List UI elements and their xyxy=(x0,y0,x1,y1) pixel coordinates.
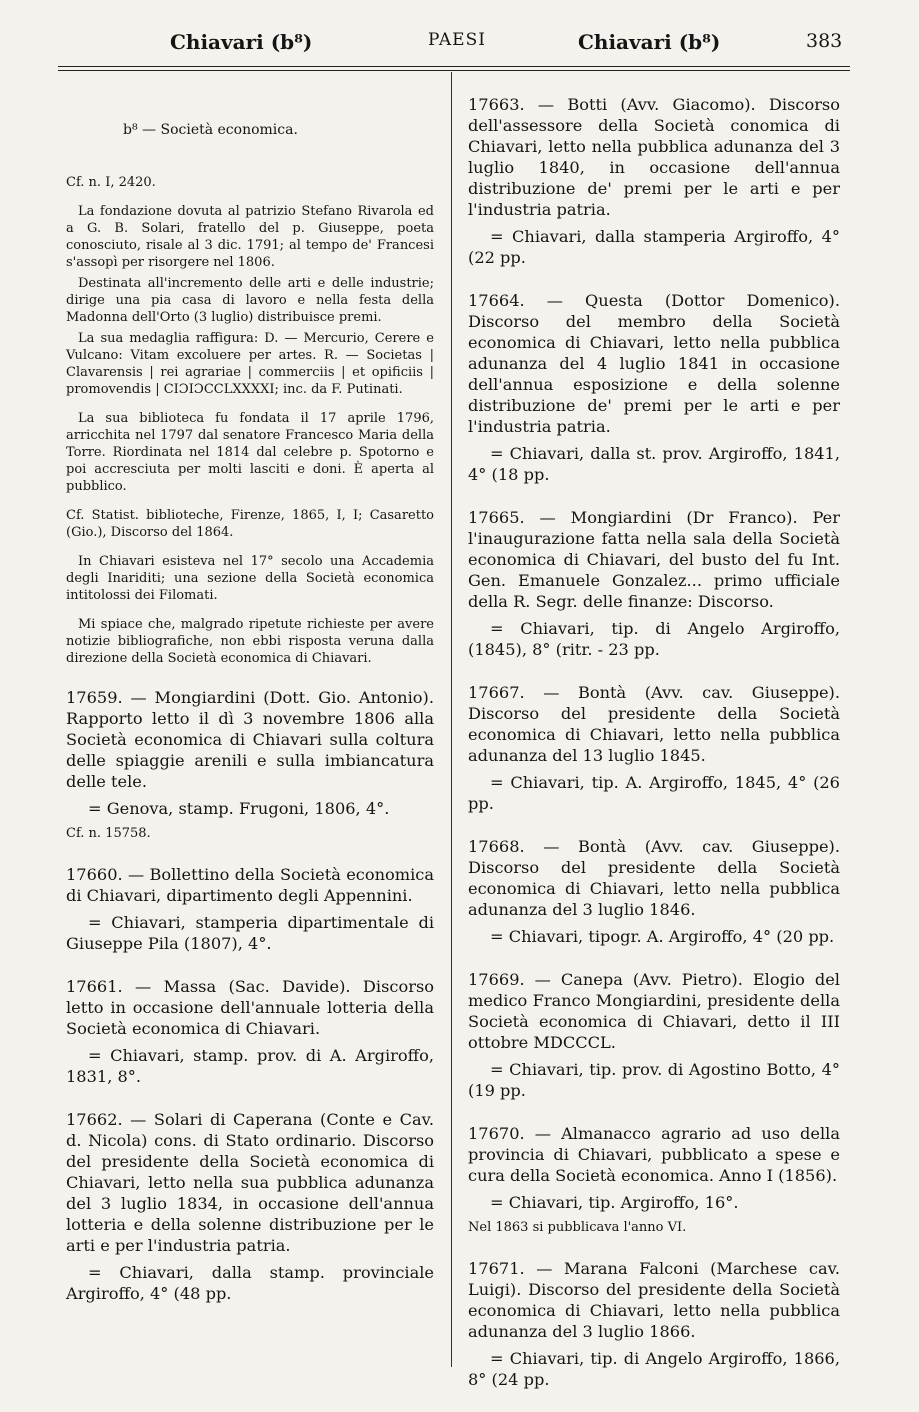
page-number: 383 xyxy=(806,30,843,52)
intro-paragraph: La sua medaglia raffigura: D. — Mercurio, Cerere e Vulcano: Vitam excoluere per artes. R. — Societas | Clavarensis | rei agrariae | commerciis | et opificiis | promovendis | CIƆIƆCCLXXXXI; inc. da F. Putinati. xyxy=(66,331,434,397)
entry-text: 17669. — Canepa (Avv. Pietro). Elogio del medico Franco Mongiardini, presidente della Società economica di Chiavari, detto il III ottobre MDCCCL. xyxy=(468,970,840,1052)
entry-imprint: = Chiavari, tip. Argiroffo, 16°. xyxy=(490,1193,739,1212)
catalog-entry xyxy=(468,507,840,660)
entry-note: Nel 1863 si pubblicava l'anno VI. xyxy=(468,1220,687,1235)
catalog-entry xyxy=(468,682,840,814)
catalog-entry xyxy=(468,94,840,268)
running-header xyxy=(0,30,919,64)
intro-paragraph: In Chiavari esisteva nel 17° secolo una Accademia degli Inariditi; una sezione della Società economica intitolossi dei Filomati. xyxy=(66,554,434,603)
entry-imprint: = Chiavari, stamp. prov. di A. Argiroffo, 1831, 8°. xyxy=(66,1046,434,1086)
intro-paragraph: La sua biblioteca fu fondata il 17 aprile 1796, arricchita nel 1797 dal senatore Francesco Maria della Torre. Riordinata nel 1814 dal celebre p. Spotorno e poi accresciuta per molti lasciti e doni. È aperta al pubblico. xyxy=(66,411,434,494)
catalog-entry xyxy=(468,969,840,1101)
entry-imprint: = Genova, stamp. Frugoni, 1806, 4°. xyxy=(88,799,390,818)
entry-imprint: = Chiavari, tip. A. Argiroffo, 1845, 4° (26 pp. xyxy=(468,773,840,813)
header-section: PAESI xyxy=(428,30,486,50)
catalog-entry xyxy=(468,290,840,485)
entry-imprint: = Chiavari, dalla stamperia Argiroffo, 4° (22 pp. xyxy=(468,227,840,267)
catalog-entry xyxy=(66,687,434,842)
entry-text: 17671. — Marana Falconi (Marchese cav. Luigi). Discorso del presidente della Società economica di Chiavari, letto nella pubblica adunanza del 3 luglio 1866. xyxy=(468,1259,840,1341)
intro-ref: Cf. n. I, 2420. xyxy=(66,175,156,190)
catalog-entry xyxy=(66,1109,434,1304)
entry-text: 17663. — Botti (Avv. Giacomo). Discorso dell'assessore della Società conomica di Chiavari, letto nella pubblica adunanza del 3 luglio 1840, in occasione dell'annua distribuzione de' premi per le arti e per l'industria patria. xyxy=(468,95,840,219)
catalog-entry xyxy=(66,864,434,954)
entry-imprint: = Chiavari, stamperia dipartimentale di Giuseppe Pila (1807), 4°. xyxy=(66,913,434,953)
entry-imprint: = Chiavari, tip. prov. di Agostino Botto, 4° (19 pp. xyxy=(468,1060,840,1100)
column-divider xyxy=(451,72,452,1367)
intro-ref: Cf. Statist. biblioteche, Firenze, 1865, I, I; Casaretto (Gio.), Discorso del 1864. xyxy=(66,508,434,540)
entry-text: 17670. — Almanacco agrario ad uso della provincia di Chiavari, pubblicato a spese e cura della Società economica. Anno I (1856). xyxy=(468,1124,840,1185)
header-rule-thin xyxy=(58,70,850,71)
entry-text: 17667. — Bontà (Avv. cav. Giuseppe). Discorso del presidente della Società economica di Chiavari, letto nella pubblica adunanza del 13 luglio 1845. xyxy=(468,683,840,765)
catalog-entry xyxy=(66,976,434,1087)
catalog-entry xyxy=(468,1258,840,1390)
entry-imprint: = Chiavari, dalla stamp. provinciale Argiroffo, 4° (48 pp. xyxy=(66,1263,434,1303)
entry-text: 17660. — Bollettino della Società economica di Chiavari, dipartimento degli Appennini. xyxy=(66,865,434,905)
entry-text: 17664. — Questa (Dottor Domenico). Discorso del membro della Società economica di Chiavari, letto nella pubblica adunanza del 4 luglio 1841 in occasione dell'annua esposizione e della solenne distribuzione de' premi per le arti e per l'industria patria. xyxy=(468,291,840,436)
entry-imprint: = Chiavari, tip. di Angelo Argiroffo, (1845), 8° (ritr. - 23 pp. xyxy=(468,619,840,659)
section-title: b⁸ — Società economica. xyxy=(123,122,298,138)
header-right-title: Chiavari (b⁸) xyxy=(578,30,721,54)
left-column xyxy=(66,80,434,1326)
entry-imprint: = Chiavari, tipogr. A. Argiroffo, 4° (20 pp. xyxy=(490,927,835,946)
entry-text: 17659. — Mongiardini (Dott. Gio. Antonio). Rapporto letto il dì 3 novembre 1806 alla Società economica di Chiavari sulla coltura delle spiaggie arenili e sulla imbiancatura delle tele. xyxy=(66,688,434,791)
intro-paragraph: Mi spiace che, malgrado ripetute richieste per avere notizie bibliografiche, non ebbi risposta veruna dalla direzione della Società economica di Chiavari. xyxy=(66,617,434,666)
header-rule xyxy=(58,66,850,67)
header-left-title: Chiavari (b⁸) xyxy=(170,30,313,54)
catalog-entry xyxy=(468,1123,840,1236)
entry-imprint: = Chiavari, tip. di Angelo Argiroffo, 1866, 8° (24 pp. xyxy=(468,1349,840,1389)
entry-text: 17661. — Massa (Sac. Davide). Discorso letto in occasione dell'annuale lotteria della Società economica di Chiavari. xyxy=(66,977,434,1038)
right-column xyxy=(468,94,840,1412)
catalog-entry xyxy=(468,836,840,947)
intro-paragraph: Destinata all'incremento delle arti e delle industrie; dirige una pia casa di lavoro e nella festa della Madonna dell'Orto (3 luglio) distribuisce premi. xyxy=(66,276,434,325)
entry-text: 17665. — Mongiardini (Dr Franco). Per l'inaugurazione fatta nella sala della Società economica di Chiavari, del busto del fu Int. Gen. Emanuele Gonzalez... primo ufficiale della R. Segr. delle finanze: Discorso. xyxy=(468,508,840,611)
entry-text: 17668. — Bontà (Avv. cav. Giuseppe). Discorso del presidente della Società economica di Chiavari, letto nella pubblica adunanza del 3 luglio 1846. xyxy=(468,837,840,919)
entry-imprint: = Chiavari, dalla st. prov. Argiroffo, 1841, 4° (18 pp. xyxy=(468,444,840,484)
entry-note: Cf. n. 15758. xyxy=(66,826,151,841)
intro-paragraph: La fondazione dovuta al patrizio Stefano Rivarola ed a G. B. Solari, fratello del p. Giuseppe, poeta conosciuto, risale al 3 dic. 1791; al tempo de' Francesi s'assopì per risorgere nel 1806. xyxy=(66,204,434,270)
entry-text: 17662. — Solari di Caperana (Conte e Cav. d. Nicola) cons. di Stato ordinario. Discorso del presidente della Società economica di Chiavari, letto nella sua pubblica adunanza del 3 luglio 1834, in occasione dell'annua lotteria e della solenne distribuzione per le arti e per l'industria patria. xyxy=(66,1110,434,1255)
